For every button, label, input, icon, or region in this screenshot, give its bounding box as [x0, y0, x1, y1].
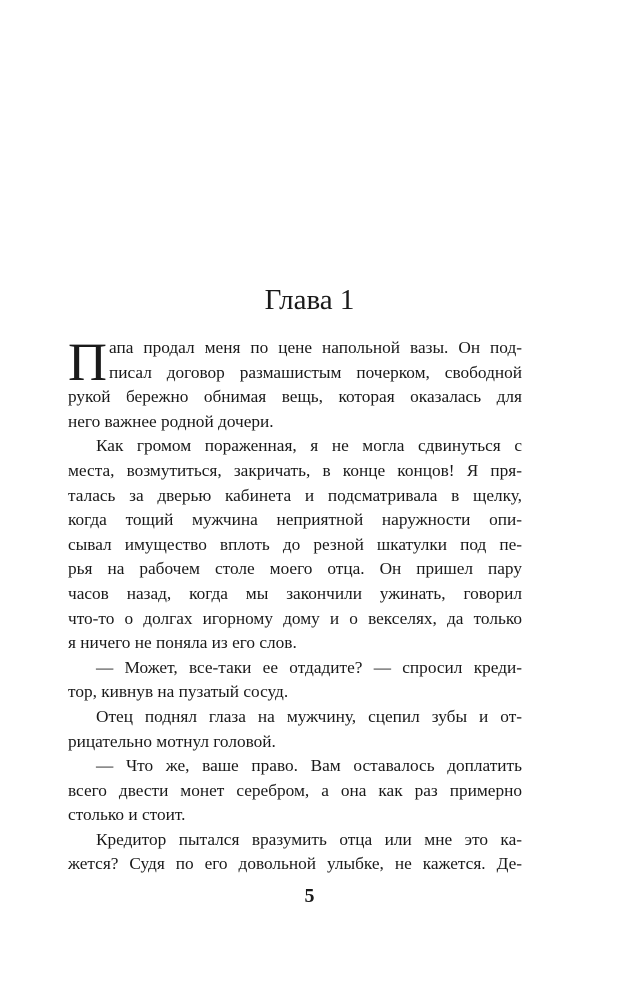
text-line: места, возмутиться, закричать, в конце концов! Я пря-	[68, 460, 522, 480]
page-number: 5	[304, 885, 315, 907]
text-line: что-то о долгах игорному дому и о векселях, да только	[68, 608, 522, 628]
text-line: жется? Судя по его довольной улыбке, не кажется. Де-	[68, 854, 522, 874]
body-text	[68, 332, 522, 877]
chapter-title: Глава 1	[264, 284, 355, 316]
remaining-paragraphs	[68, 434, 522, 877]
text-line: рья на рабочем столе моего отца. Он пришел пару	[68, 559, 522, 579]
text-line: тор, кивнув на пузатый сосуд.	[68, 682, 289, 702]
text-line: Отец поднял глаза на мужчину, сцепил зубы и от-	[96, 706, 522, 726]
text-line: талась за дверью кабинета и подсматривала в щелку,	[68, 485, 522, 505]
text-line: рукой бережно обнимая вещь, которая оказалась для	[68, 387, 522, 407]
text-line: сывал имущество вплоть до резной шкатулки под пе-	[68, 534, 522, 554]
text-line: часов назад, когда мы закончили ужинать, говорил	[68, 583, 522, 603]
text-line: — Что же, ваше право. Вам оставалось доплатить	[96, 756, 522, 776]
text-line: я ничего не поняла из его слов.	[68, 633, 297, 653]
text-line: апа продал меня по цене напольной вазы. Он под-	[109, 338, 522, 357]
text-line: писал договор размашистым почерком, свободной	[109, 362, 522, 382]
text-line: — Может, все-таки ее отдадите? — спросил креди-	[96, 657, 522, 677]
drop-cap: П	[68, 332, 107, 392]
text-line: него важнее родной дочери.	[68, 411, 274, 431]
text-line: столько и стоит.	[68, 805, 186, 825]
text-line: Как громом пораженная, я не могла сдвинуться с	[96, 436, 522, 456]
first-paragraph	[68, 332, 522, 434]
text-line: Кредитор пытался вразумить отца или мне это ка-	[96, 829, 522, 849]
text-line: всего двести монет серебром, а она как раз примерно	[68, 780, 522, 800]
text-line: когда тощий мужчина неприятной наружности опи-	[68, 510, 522, 530]
text-line: рицательно мотнул головой.	[68, 731, 276, 751]
